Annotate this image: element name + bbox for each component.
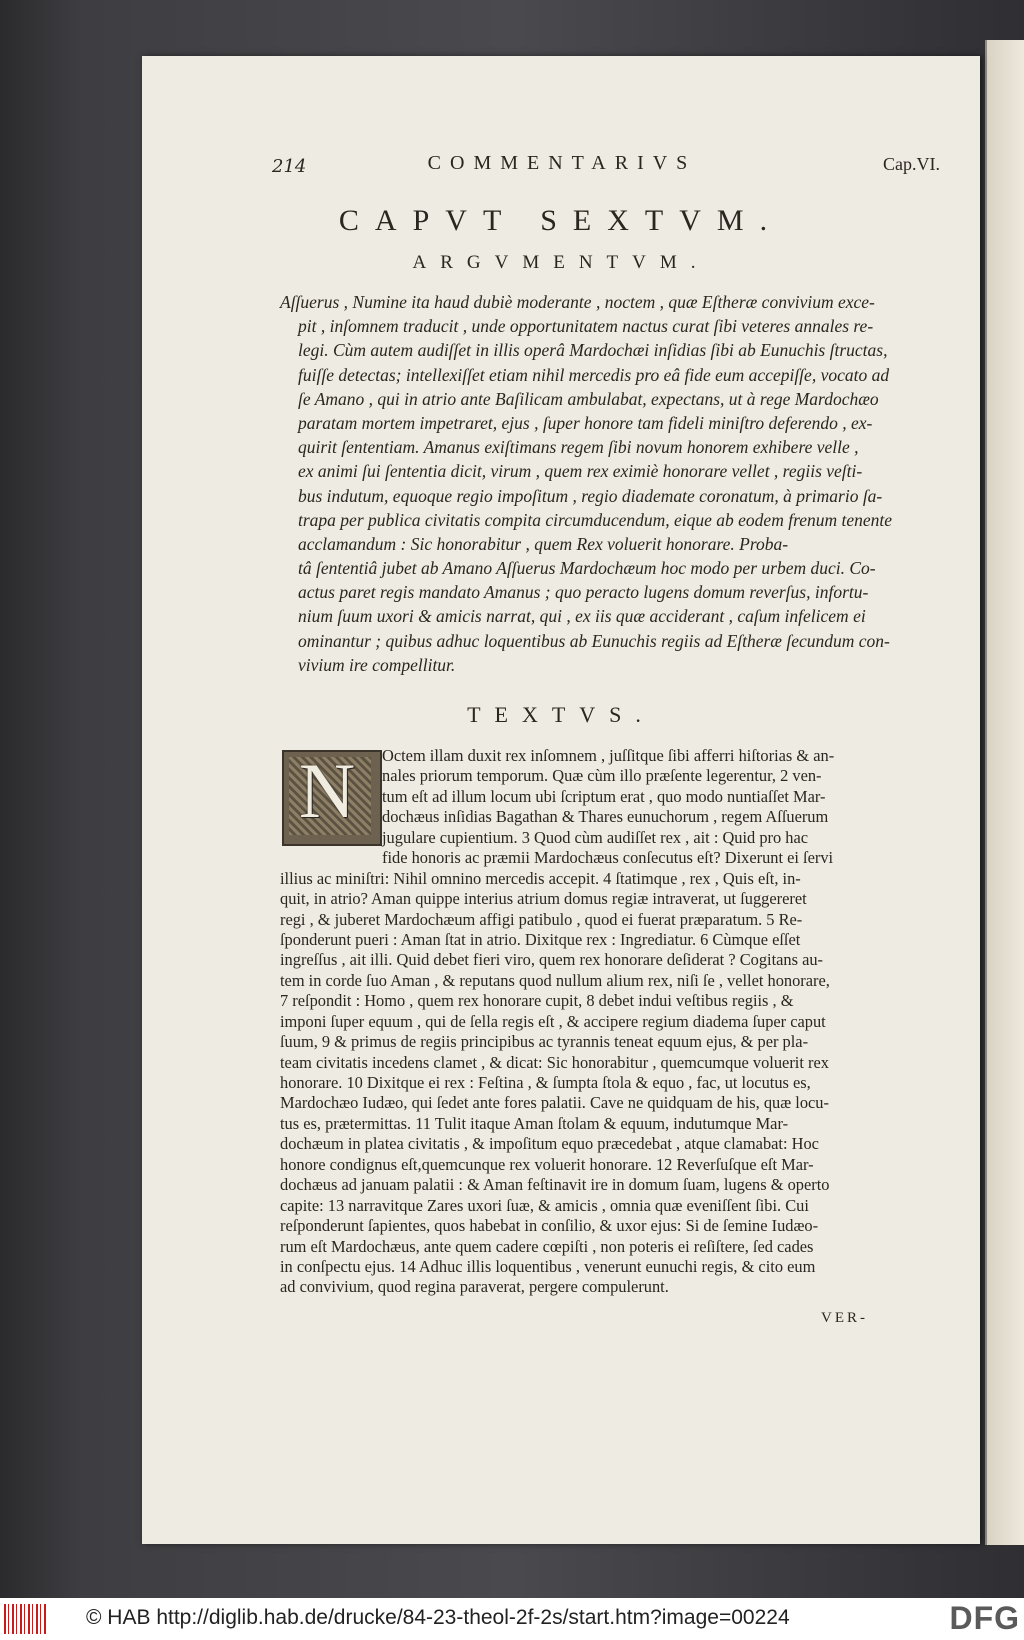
text-line: Mardochæo Iudæo, qui ſedet ante fores palatii. Cave ne quidquam de his, quæ locu- xyxy=(280,1093,829,1113)
text-line: dochæum in platea civitatis , & impoſitum equo præcedebat , atque clamabat: Hoc xyxy=(280,1134,819,1154)
text-line: ingreſſus , ait illi. Quid debet fieri viro, quem rex honorare deſiderat ? Cogitans au- xyxy=(280,950,824,970)
argument-line: ominantur ; quibus adhuc loquentibus ab Eunuchis regiis ad Eſtheræ ſecundum con- xyxy=(298,630,890,651)
text-line: imponi ſuper equum , qui de ſella regis eſt , & accipere regium diadema ſuper caput xyxy=(280,1011,826,1031)
text-line: reſponderunt ſapientes, quos habebat in conſilio, & uxor ejus: Si de ſemine Iudæo- xyxy=(280,1216,819,1236)
text-line: jugulare cupientium. 3 Quod cùm audiſſet rex , ait : Quid pro hac xyxy=(382,827,809,847)
barcode-icon xyxy=(4,1604,48,1634)
text-line: rum eſt Mardochæus, ante quem cadere cœpiſti , non poteris ei reſiſtere, ſed cades xyxy=(280,1236,814,1256)
text-line: illius ac miniſtri: Nihil omnino mercedis accepit. 4 ſtatimque , rex , Quis eſt, in- xyxy=(280,868,801,888)
text-line: ſuum, 9 & primus de regiis principibus ac tyrannis teneat equum ejus, & per pla- xyxy=(280,1032,809,1052)
text-line: nales priorum temporum. Quæ cùm illo præſente legerentur, 2 ven- xyxy=(382,766,822,786)
catchword: VER- xyxy=(821,1310,868,1326)
text-line: honorare. 10 Dixitque ei rex : Feſtina , & ſumpta ſtola & equo , fac, ut locutus es, xyxy=(280,1073,811,1092)
text-line: Octem illam duxit rex inſomnem , juſſitque ſibi afferri hiſtorias & an- xyxy=(382,746,835,765)
argument-line: quirit ſententiam. Amanus exiſtimans regem ſibi novum honorem exhibere velle , xyxy=(298,437,859,458)
dfg-logo: DFG xyxy=(949,1600,1020,1636)
text-line: tem in corde ſuo Aman , & reputans quod nullum alium rex, niſi ſe , vellet honorare, xyxy=(280,970,830,990)
argument-line: legi. Cùm autem audiſſet in illis operâ Mardochæi inſidias ſibi ab Eunuchis ſtructas, xyxy=(298,340,888,361)
text-line: honore condignus eſt,quemcunque rex voluerit honorare. 12 Reverſuſque eſt Mar- xyxy=(280,1154,814,1174)
text-line: 7 reſpondit : Homo , quem rex honorare cupit, 8 debet indui veſtibus regiis , & xyxy=(280,991,794,1011)
argument-line: Aſſuerus , Numine ita haud dubiè moderante , noctem , quæ Eſtheræ convivium exce- xyxy=(280,292,875,312)
text-line: tum eſt ad illum locum ubi ſcriptum erat , quo modo nuntiaſſet Mar- xyxy=(382,786,826,806)
argument-line: trapa per publica civitatis compita circumducendum, eique ab eodem frenum tenente xyxy=(298,509,893,530)
text-line: fide honoris ac præmii Mardochæus conſecutus eſt? Dixerunt ei ſervi xyxy=(382,848,834,868)
text-line: dochæus ad januam palatii : & Aman feſtinavit ire in domum ſuam, lugens & operto xyxy=(280,1175,830,1195)
book-page xyxy=(142,56,980,1544)
argument-line: fuiſſe detectas; intellexiſſet etiam nihil mercedis pro eâ fide eum accepiſſe, vocato ad xyxy=(298,364,890,385)
argument-line: paratam mortem impetraret, ejus , ſuper honore tam fideli miniſtro deferendo , ex- xyxy=(298,412,873,433)
text-line: capite: 13 narravitque Zares uxori ſuæ, & amicis , omnia quæ eveniſſent ſibi. Cui xyxy=(280,1195,809,1215)
text-line: ſponderunt pueri : Aman ſtat in atrio. Dixitque rex : Ingrediatur. 6 Cùmque eſſet xyxy=(280,929,801,949)
running-head xyxy=(142,152,980,182)
argument-line: pit , inſomnem traducit , unde opportunitatem nactus curat ſibi veteres annales re- xyxy=(298,316,874,337)
argument-line: ex animi ſui ſententia dicit, virum , quem rex eximiè honorare vellet , regiis veſti- xyxy=(298,461,863,482)
textus-heading: TEXTVS. xyxy=(467,702,655,727)
argument-line: ſe Amano , qui in atrio ante Baſilicam ambulabat, expectans, ut à rege Mardochæo xyxy=(298,388,879,409)
textus-paragraph xyxy=(280,746,1024,1298)
argument-line: nium ſuum uxori & amicis narrat, qui , ex iis quæ acciderant , caſum infelicem ei xyxy=(298,606,866,627)
chapter-reference: Cap.VI. xyxy=(883,154,940,174)
argument-line: vivium ire compellitur. xyxy=(298,654,456,675)
page-number: 214 xyxy=(272,156,307,177)
argument-heading: ARGVMENTVM. xyxy=(412,252,710,273)
chapter-heading: CAPVT SEXTVM. xyxy=(338,204,784,237)
argument-line: acclamandum : Sic honorabitur , quem Rex voluerit honorare. Proba- xyxy=(298,533,789,554)
argument-line: tâ ſententiâ jubet ab Amano Aſſuerus Mardochæum hoc modo per urbem duci. Co- xyxy=(298,558,876,579)
text-line: team civitatis incedens clamet , & dicat: Sic honorabitur , quemcumque voluerit rex xyxy=(280,1052,829,1072)
text-line: tus es, prætermittas. 11 Tulit itaque Aman ſtolam & equum, indutumque Mar- xyxy=(280,1113,789,1133)
drop-cap-letter: N xyxy=(298,747,356,834)
text-line: dochæus inſidias Bagathan & Thares eunuchorum , regem Aſſuerum xyxy=(382,807,829,827)
footer-bar xyxy=(0,1598,1024,1640)
page-content xyxy=(142,56,980,1544)
text-line: quit, in atrio? Aman quippe interius atrium domus regiæ intraverat, ut ſuggereret xyxy=(280,889,807,909)
argument-paragraph xyxy=(280,290,1024,677)
argument-line: actus paret regis mandato Amanus ; quo peracto lugens domum reverſus, infortu- xyxy=(298,582,869,603)
text-line: regi , & juberet Mardochæum affigi patibulo , quod ei fuerat præparatum. 5 Re- xyxy=(280,909,803,929)
running-title: COMMENTARIVS xyxy=(427,152,697,174)
text-line: in conſpectu ejus. 14 Adhuc illis loquentibus , venerunt eunuchi regis, & cito eum xyxy=(280,1256,816,1276)
argument-line: bus indutum, equoque regio impoſitum , regio diademate coronatum, à primario ſa- xyxy=(298,485,883,506)
source-credit-link[interactable]: © HAB http://diglib.hab.de/drucke/84-23-theol-2f-2s/start.htm?image=00224 xyxy=(86,1606,790,1629)
text-line: ad convivium, quod regina paraverat, pergere compulerunt. xyxy=(280,1277,669,1297)
